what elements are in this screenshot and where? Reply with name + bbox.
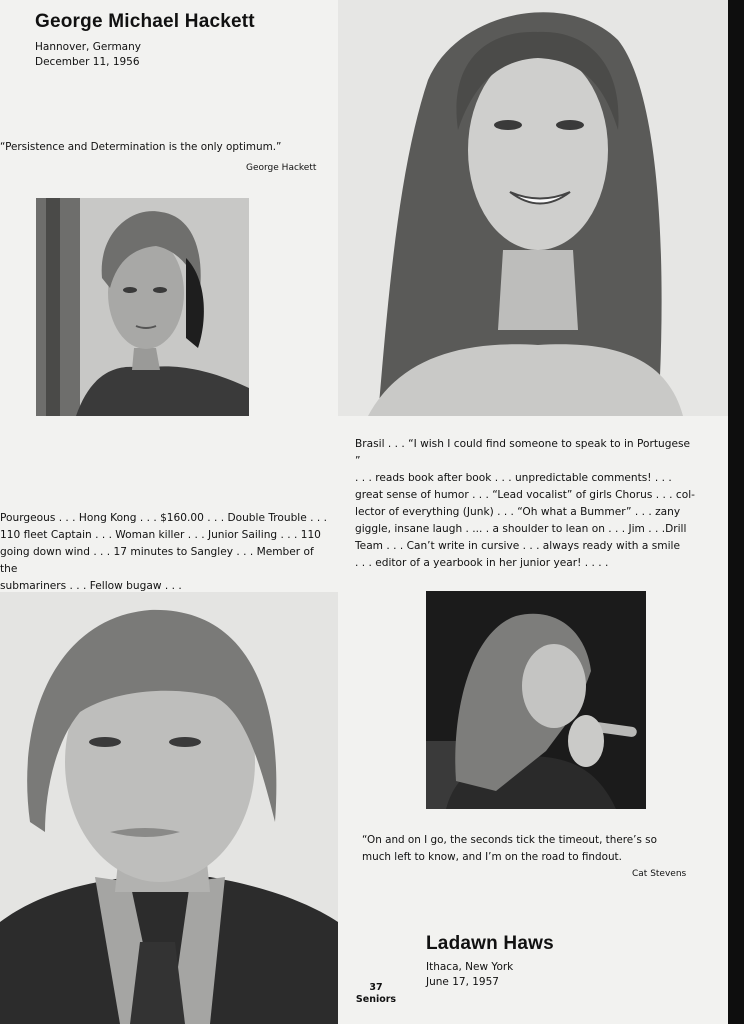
page-number: 37 xyxy=(369,982,383,993)
photo-ladawn-candid xyxy=(426,591,646,809)
senior-name-george: George Michael Hackett xyxy=(35,11,255,32)
page-folio xyxy=(355,982,397,1006)
photo-george-portrait xyxy=(0,592,338,1024)
senior-name-ladawn: Ladawn Haws xyxy=(426,933,554,954)
quote-ladawn xyxy=(362,832,702,866)
photo-george-casual xyxy=(36,198,249,416)
bio-ladawn xyxy=(355,436,695,572)
bio-line: . . . reads book after book . . . unpredictable comments! . . . xyxy=(355,472,672,484)
quote-credit-ladawn: Cat Stevens xyxy=(632,869,687,879)
quote-line: “On and on I go, the seconds tick the timeout, there’s so xyxy=(362,834,657,846)
birthdate-ladawn: June 17, 1957 xyxy=(426,976,499,988)
bio-line: submariners . . . Fellow bugaw . . . xyxy=(0,580,182,592)
quote-credit-george: George Hackett xyxy=(246,163,317,173)
birthplace-george: Hannover, Germany xyxy=(35,41,141,53)
bio-line: . . . editor of a yearbook in her junior year! . . . . xyxy=(355,557,609,569)
bio-line: lector of everything (Junk) . . . “Oh what a Bummer” . . . zany xyxy=(355,506,681,518)
quote-line: much left to know, and I’m on the road to findout. xyxy=(362,851,622,863)
bio-line: 110 fleet Captain . . . Woman killer . . . Junior Sailing . . . 110 xyxy=(0,529,321,541)
bio-line: going down wind . . . 17 minutes to Sangley . . . Member of the xyxy=(0,546,314,575)
section-label: Seniors xyxy=(355,994,397,1005)
bio-line: giggle, insane laugh . ... . a shoulder to lean on . . . Jim . . .Drill xyxy=(355,523,687,535)
birthplace-ladawn: Ithaca, New York xyxy=(426,961,514,973)
bio-line: Team . . . Can’t write in cursive . . . always ready with a smile xyxy=(355,540,680,552)
bio-line: great sense of humor . . . “Lead vocalist” of girls Chorus . . . col- xyxy=(355,489,695,501)
quote-george: “Persistence and Determination is the only optimum.” xyxy=(0,141,282,153)
binding-edge xyxy=(728,0,744,1024)
photo-ladawn-portrait xyxy=(338,0,728,416)
birthdate-george: December 11, 1956 xyxy=(35,56,140,68)
bio-george xyxy=(0,510,330,595)
bio-line: Pourgeous . . . Hong Kong . . . $160.00 . . . Double Trouble . . . xyxy=(0,512,327,524)
bio-line: Brasil . . . “I wish I could find someone to speak to in Portugese ” xyxy=(355,438,691,467)
